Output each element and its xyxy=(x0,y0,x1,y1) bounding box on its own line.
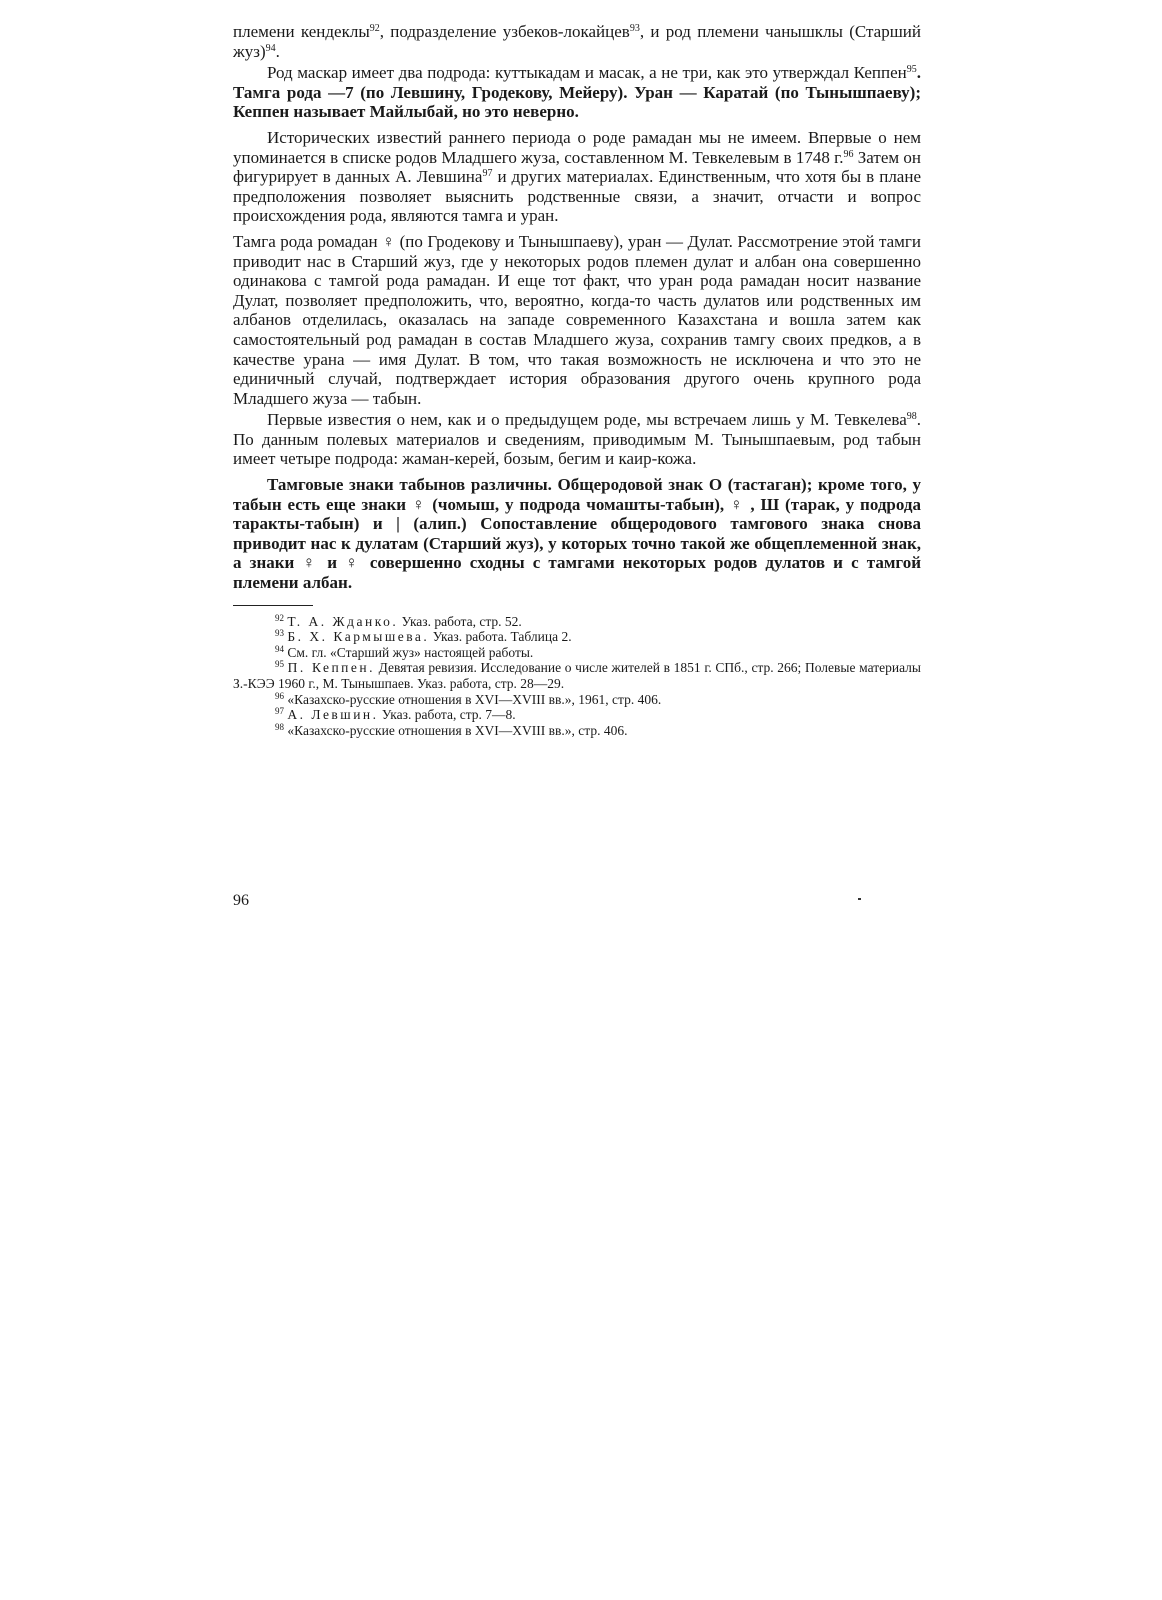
paragraph-1 xyxy=(233,22,921,61)
footnote xyxy=(233,629,921,645)
footnote xyxy=(233,707,921,723)
text: и других материалах. Единственным, что хотя бы в плане предположения позволяет выяснить родственные связи, а значит, отчасти и вопрос происхождения рода, являются тамга и уран. xyxy=(233,167,921,226)
page-body xyxy=(233,22,921,738)
footnote-number: 94 xyxy=(275,643,284,654)
page-number: 96 xyxy=(233,892,249,909)
footnote-number: 98 xyxy=(275,721,284,732)
footnote-text: Указ. работа. Таблица 2. xyxy=(429,629,572,645)
footnote-number: 96 xyxy=(275,690,284,701)
footnote-number: 95 xyxy=(275,659,284,670)
text: . По данным полевых материалов и сведениям, приводимым М. Тынышпаевым, род табын имеет четыре подрода: жаман-керей, бозым, бегим и каир-кожа. xyxy=(233,410,921,469)
scan-speck xyxy=(858,898,861,900)
text: Исторических известий раннего периода о роде рамадан мы не имеем. Впервые о нем упоминается в списке родов Младшего жуза, составленном М. Тевкелевым в 1748 г. xyxy=(233,127,921,167)
text: . xyxy=(275,41,280,61)
footnote-author: А. Левшин. xyxy=(287,707,379,723)
paragraph-2 xyxy=(233,63,921,122)
footnote-text: «Казахско-русские отношения в XVI—XVIII вв.», стр. 406. xyxy=(287,722,628,738)
footnote-ref: 95 xyxy=(906,64,917,76)
text: . Тамга рода —7 (по Левшину, Гродекову, Мейеру). Уран — Каратай (по Тынышпаеву); Кеппен называет Майлыбай, но это неверно. xyxy=(233,63,921,122)
footnote-ref: 96 xyxy=(843,148,854,160)
footnote-ref: 94 xyxy=(265,42,276,54)
footnote-ref: 97 xyxy=(482,168,493,180)
text: , и род племени чанышклы (Старший жуз) xyxy=(233,22,921,61)
footnote xyxy=(233,614,921,630)
text: Тамга рода ромадан ♀ (по Гродекову и Тынышпаеву), уран — Дулат. Рассмотрение этой тамги приводит нас в Старший жуз, где у некоторых родов племен дулат и албан она совершенно одинакова с тамгой рода рамадан. И еще тот факт, что уран рода рамадан носит название Дулат, позволяет предположить, что, вероятно, когда-то часть дулатов или родственных им албанов отделилась, оказалась на западе современного Казахстана и вошла затем как самостоятельный род рамадан в состав Младшего жуза, сохранив тамгу своих предков, а в качестве урана — имя Дулат. В том, что такая возможность не исключена и что это не единичный случай, подтверждает история образования другого очень крупного рода Младшего жуза — табын. xyxy=(233,231,921,408)
footnote-number: 92 xyxy=(275,612,284,623)
footnote-author: Б. Х. Кармышева. xyxy=(287,629,430,645)
footnote-text: «Казахско-русские отношения в XVI—XVIII вв.», 1961, стр. 406. xyxy=(287,691,662,707)
paragraph-4 xyxy=(233,232,921,408)
footnote xyxy=(233,692,921,708)
footnotes xyxy=(233,614,921,739)
text: , подразделение узбеков-локайцев xyxy=(379,22,630,41)
footnote-ref: 98 xyxy=(906,411,917,423)
paragraph-6 xyxy=(233,475,921,593)
paragraph-3 xyxy=(233,128,921,226)
footnote-author: П. Кеппен. xyxy=(287,660,375,676)
footnote-divider xyxy=(233,605,313,606)
footnote xyxy=(233,660,921,691)
footnote-ref: 93 xyxy=(629,23,640,34)
text: Тамговые знаки табынов различны. Общеродовой знак О (тастаган); кроме того, у табын есть еще знаки ♀ (чомыш, у подрода чомашты-табын), ♀ , Ш (тарак, у подрода таракты-табын) и | (алип.) Сопоставление общеродового тамгового знака снова приводит нас к дулатам (Старший жуз), у которых точно такой же общеплеменной знак, а знаки ♀ и ♀ совершенно сходны с тамгами некоторых родов дулатов и с тамгой племени албан. xyxy=(233,475,921,593)
footnote-text: Девятая ревизия. Исследование о числе жителей в 1851 г. СПб., стр. 266; Полевые материалы З.-КЭЭ 1960 г., М. Тынышпаев. Указ. работа, стр. 28—29. xyxy=(233,660,921,691)
text: племени кендеклы xyxy=(233,22,370,41)
footnote-ref: 92 xyxy=(369,23,380,34)
footnote-number: 93 xyxy=(275,628,284,639)
footnote-text: Указ. работа, стр. 52. xyxy=(398,613,522,629)
footnote-number: 97 xyxy=(275,706,284,717)
paragraph-5 xyxy=(233,410,921,469)
text: Род маскар имеет два подрода: куттыкадам и масак, а не три, как это утверждал Кеппен xyxy=(267,63,907,83)
footnote-text: См. гл. «Старший жуз» настоящей работы. xyxy=(287,644,534,660)
footnote-author: Т. А. Жданко. xyxy=(287,613,399,629)
footnote-text: Указ. работа, стр. 7—8. xyxy=(378,707,516,723)
footnote xyxy=(233,723,921,739)
text: Затем он фигурирует в данных А. Левшина xyxy=(233,147,922,187)
footnote xyxy=(233,645,921,661)
text: Первые известия о нем, как и о предыдущем роде, мы встречаем лишь у М. Тевкелева xyxy=(267,410,907,430)
